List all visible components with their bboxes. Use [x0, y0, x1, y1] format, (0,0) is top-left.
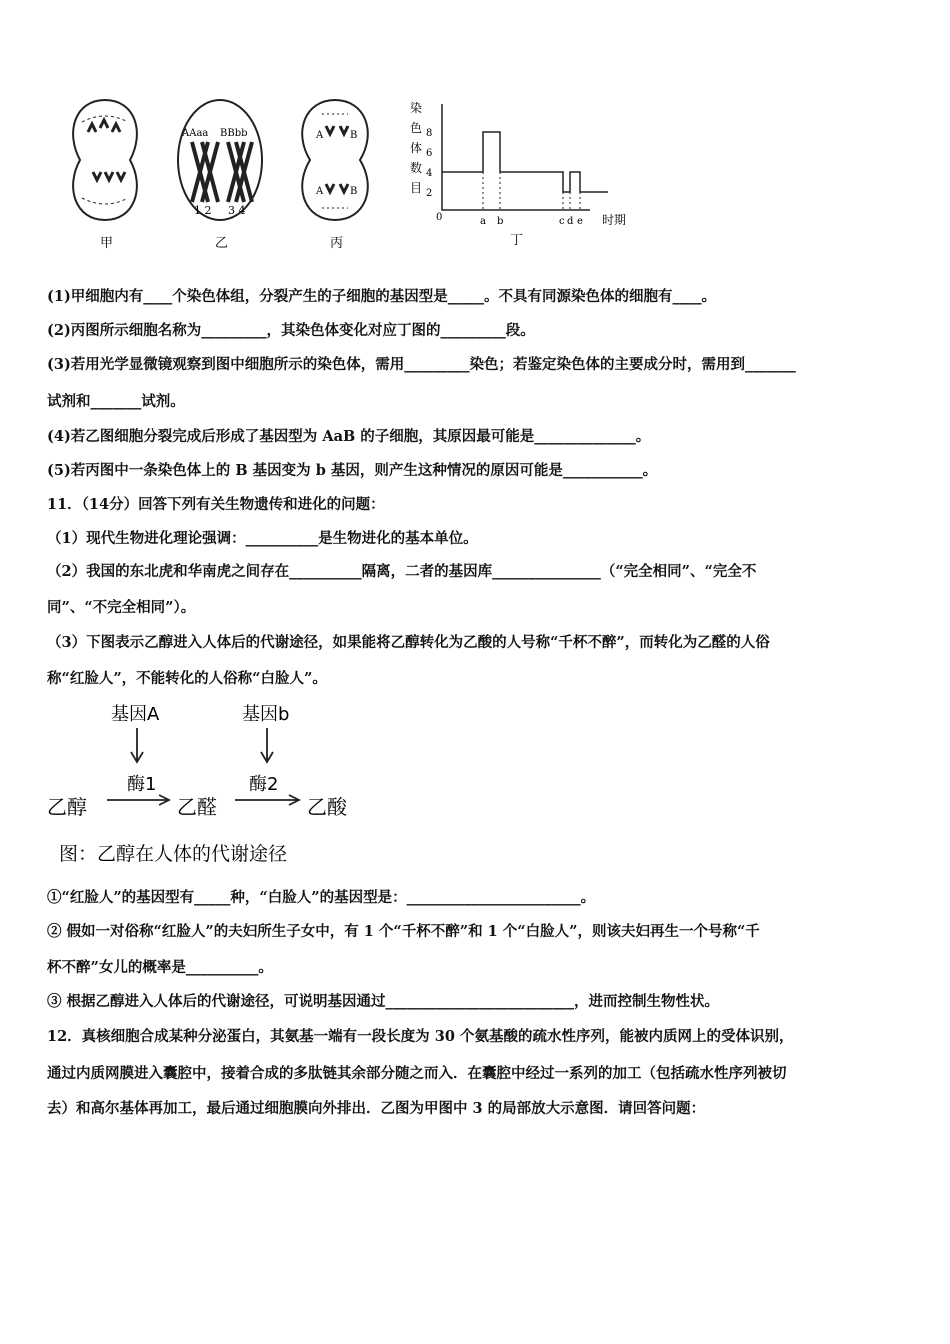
arrow-down-b — [261, 728, 273, 762]
q10-part1: (1)甲细胞内有____个染色体组，分裂产生的子细胞的基因型是_____。不具有同源染色体的细胞有____。 — [47, 288, 717, 305]
graph-ytick-2: 2 — [426, 188, 433, 199]
cell-yi — [178, 100, 262, 220]
enzyme-2-label: 酶2 — [249, 774, 279, 795]
q11-sub2-line2: 杯不醉”女儿的概率是__________。 — [47, 959, 273, 976]
bing-letter-2: B — [350, 130, 358, 141]
cell-division-figure — [60, 92, 650, 252]
q11-part2-line1: （2）我国的东北虎和华南虎之间存在__________隔离，二者的基因库_______________（“完全相同”、“完全不 — [47, 563, 757, 580]
graph-ytick-6: 6 — [426, 148, 433, 159]
graph-ytick-8: 8 — [426, 128, 433, 139]
graph-axes — [442, 104, 590, 210]
graph-ylabel-3: 体 — [410, 141, 423, 155]
q11-part3-line1: （3）下图表示乙醇进入人体后的代谢途径，如果能将乙醇转化为乙酸的人号称“千杯不醉”，而转化为乙醛的人俗 — [47, 634, 770, 651]
graph-xtick-a: a — [480, 216, 486, 227]
yi-nums-left: 1 2 — [194, 204, 212, 217]
label-bing: 丙 — [330, 236, 344, 251]
acetic-acid-label: 乙酸 — [307, 795, 347, 819]
metabolic-pathway-figure — [45, 700, 375, 870]
q11-sub3: ③ 根据乙醇进入人体后的代谢途径，可说明基因通过__________________________，进而控制生物性状。 — [47, 993, 720, 1010]
graph-xlabel: 时期 — [602, 213, 627, 227]
q11-part2-line2: 同”、“不完全相同”）。 — [47, 599, 196, 616]
bing-letter-4: B — [350, 186, 358, 197]
graph-xtick-e: e — [577, 216, 583, 227]
graph-xtick-c: c — [559, 216, 565, 227]
graph-ylabel-5: 目 — [410, 181, 423, 195]
graph-xtick-d: d — [567, 216, 574, 227]
yi-nums-right: 3 4 — [228, 204, 246, 217]
q10-part4: (4)若乙图细胞分裂完成后形成了基因型为 AaB 的子细胞，其原因最可能是______________。 — [47, 428, 651, 445]
q11-sub2-line1: ② 假如一对俗称“红脸人”的夫妇所生子女中，有 1 个“千杯不醉”和 1 个“白脸人”，则该夫妇再生一个号称“千 — [47, 923, 760, 940]
graph-line — [442, 132, 608, 192]
q11-part3-line2: 称“红脸人”，不能转化的人俗称“白脸人”。 — [47, 670, 327, 687]
arrow-right-2 — [235, 795, 299, 805]
graph-ylabel-4: 数 — [410, 161, 423, 175]
gene-b-label: 基因b — [242, 704, 290, 725]
q10-part2: (2)丙图所示细胞名称为_________，其染色体变化对应丁图的_________段。 — [47, 322, 535, 339]
q12-line3: 去）和高尔基体再加工，最后通过细胞膜向外排出．乙图为甲图中 3 的局部放大示意图．请回答问题： — [47, 1100, 706, 1117]
bing-letter-1: A — [316, 130, 324, 141]
pathway-caption: 图：乙醇在人体的代谢途径 — [59, 843, 288, 865]
q12-line1: 12．真核细胞合成某种分泌蛋白，其氨基一端有一段长度为 30 个氨基酸的疏水性序列，能被内质网上的受体识别， — [47, 1028, 794, 1045]
graph-dashes — [483, 172, 580, 210]
label-jia: 甲 — [100, 236, 114, 251]
label-yi: 乙 — [215, 236, 229, 251]
ethanol-label: 乙醇 — [47, 795, 87, 819]
q10-part5: (5)若丙图中一条染色体上的 B 基因变为 b 基因，则产生这种情况的原因可能是___________。 — [47, 462, 658, 479]
graph-origin: 0 — [436, 212, 443, 223]
yi-top-left: AAaa — [182, 128, 209, 139]
arrow-down-a — [131, 728, 143, 762]
q11-sub1: ①“红脸人”的基因型有_____种，“白脸人”的基因型是：________________________。 — [47, 889, 596, 906]
bing-letter-3: A — [316, 186, 324, 197]
graph-ylabel-1: 染 — [410, 101, 423, 115]
q11-part1: （1）现代生物进化理论强调：__________是生物进化的基本单位。 — [47, 530, 478, 547]
gene-a-label: 基因A — [111, 704, 160, 725]
graph-ding — [410, 100, 626, 248]
graph-xtick-b: b — [497, 216, 504, 227]
enzyme-1-label: 酶1 — [127, 774, 157, 795]
label-ding: 丁 — [510, 233, 524, 248]
acetaldehyde-label: 乙醛 — [177, 795, 217, 819]
graph-ytick-4: 4 — [426, 168, 433, 179]
arrow-right-1 — [107, 795, 169, 805]
q10-part3-line1: (3)若用光学显微镜观察到图中细胞所示的染色体，需用_________染色；若鉴定染色体的主要成分时，需用到_______ — [47, 356, 796, 373]
q10-part3-line2: 试剂和_______试剂。 — [47, 393, 185, 410]
q12-line2: 通过内质网膜进入囊腔中，接着合成的多肽链其余部分随之而入．在囊腔中经过一系列的加工（包括疏水性序列被切 — [47, 1065, 787, 1082]
cell-jia — [73, 100, 137, 220]
cell-bing — [302, 100, 368, 220]
q11-heading: 11．（14分）回答下列有关生物遗传和进化的问题： — [47, 496, 385, 513]
graph-ylabel-2: 色 — [410, 121, 423, 135]
yi-top-right: BBbb — [220, 128, 248, 139]
